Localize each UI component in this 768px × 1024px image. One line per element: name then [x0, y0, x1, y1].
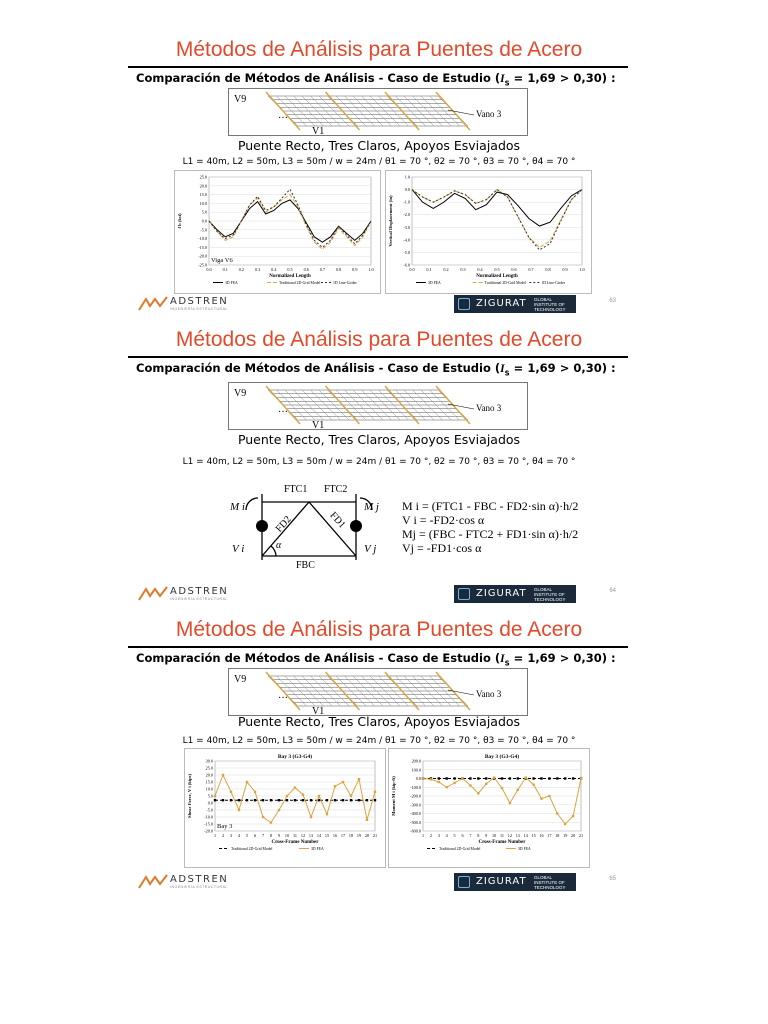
adstren-logo: ADSTREN — [170, 296, 229, 307]
vi-label: V i — [232, 543, 245, 555]
legend-label: 1D Line-Girder — [541, 281, 566, 285]
chart-annotation: Viga V6 — [211, 257, 233, 264]
data-point — [509, 802, 511, 804]
y-tick-label: -100.0 — [410, 784, 421, 790]
data-point — [302, 799, 304, 801]
data-point — [525, 776, 527, 778]
zigurat-mark-icon — [458, 298, 470, 310]
legend-label: Traditional 2D-Grid Model — [484, 281, 527, 285]
adstren-logo-icon — [138, 296, 168, 312]
data-point — [469, 777, 471, 779]
x-tick-label: 0.3 — [254, 267, 261, 272]
data-point — [342, 781, 344, 783]
data-point — [278, 799, 280, 801]
x-tick-label: 21 — [578, 833, 584, 838]
equation-mj: Mj = (FBC - FTC2 + FD1·sin α)·h/2 — [402, 527, 579, 541]
data-point — [540, 797, 542, 799]
x-tick-label: 17 — [547, 833, 552, 838]
legend-label: 3D FEA — [518, 847, 531, 851]
x-tick-label: 19 — [356, 833, 362, 838]
y-tick-label: 200.0 — [411, 758, 421, 764]
data-point — [446, 777, 448, 779]
data-point — [310, 816, 312, 818]
data-point — [334, 785, 336, 787]
title-rule — [128, 646, 628, 648]
page-number: 65 — [609, 876, 616, 882]
x-tick-label: 10 — [492, 833, 497, 838]
chart-panel-moment — [388, 748, 590, 868]
span-label: Vano 3 — [476, 403, 502, 413]
ftc2-label: FTC2 — [324, 484, 348, 495]
bridge-params: L1 = 40m, L2 = 50m, L3 = 50m / w = 24m / θ1 = 70 °, θ2 = 70 °, θ3 = 70 °, θ4 = 70 ° — [182, 457, 576, 467]
displacement-chart — [386, 171, 591, 293]
cross-frame-diagram — [224, 480, 394, 570]
girder-dots: … — [278, 110, 288, 121]
zigurat-mark-icon — [458, 588, 470, 600]
y-tick-label: 15.0 — [205, 779, 213, 785]
x-tick-label: 2 — [429, 833, 432, 838]
x-tick-label: 0.9 — [352, 267, 358, 272]
chart-annotation: Bay 3 — [217, 823, 233, 830]
data-point — [438, 781, 440, 783]
data-point — [556, 777, 558, 779]
bridge-caption: Puente Recto, Tres Claros, Apoyos Esviajados — [237, 432, 521, 447]
x-tick-label: 21 — [372, 833, 378, 838]
x-axis-label: Normalized Length — [269, 274, 311, 279]
data-point — [302, 793, 304, 795]
x-tick-label: 10 — [284, 833, 290, 838]
data-point — [222, 774, 224, 776]
x-tick-label: 19 — [563, 833, 568, 838]
y-tick-label: -3.0 — [403, 224, 410, 230]
y-tick-label: 0.0 — [415, 776, 421, 781]
x-tick-label: 0.1 — [222, 267, 228, 272]
x-tick-label: 11 — [292, 833, 298, 838]
x-tick-label: 14 — [316, 833, 322, 838]
slide-subtitle: Comparación de Métodos de Análisis - Caso de Estudio $(I_S = 1,69 > 0,30)$ : — [136, 651, 616, 668]
x-tick-label: 15 — [531, 833, 536, 838]
slide-64 — [124, 320, 634, 610]
girder-label-v1: V1 — [312, 126, 325, 136]
data-point — [438, 777, 440, 779]
adstren-tagline: INGENIERÍA ESTRUCTURAL — [170, 307, 228, 311]
y-axis-label: Vertical Displacement (in) — [388, 195, 393, 247]
data-point — [326, 813, 328, 815]
data-point — [461, 777, 463, 779]
y-tick-label: -20.0 — [198, 253, 207, 259]
y-tick-label: 1.0 — [404, 174, 410, 180]
data-point — [294, 799, 296, 801]
vj-label: V j — [364, 543, 377, 555]
bridge-plan — [228, 382, 528, 430]
bridge-params: L1 = 40m, L2 = 50m, L3 = 50m / w = 24m / θ1 = 70 °, θ2 = 70 °, θ3 = 70 °, θ4 = 70 ° — [182, 736, 576, 746]
slide-subtitle: Comparación de Métodos de Análisis - Caso de Estudio $(I_S = 1,69 > 0,30)$ : — [136, 71, 616, 88]
alpha-label: α — [276, 540, 282, 551]
equation-vi: V i = -FD2·cos α — [402, 513, 485, 527]
chart-panel-stress — [174, 170, 381, 294]
mi-label: M i — [230, 501, 245, 513]
bridge-plan — [228, 88, 528, 136]
data-point — [238, 799, 240, 801]
data-point — [286, 799, 288, 801]
x-tick-label: 5 — [453, 833, 456, 838]
data-point — [342, 799, 344, 801]
page-number: 64 — [609, 588, 616, 594]
x-tick-label: 0.7 — [319, 267, 326, 272]
data-point — [230, 799, 232, 801]
data-point — [214, 795, 216, 797]
data-point — [532, 783, 534, 785]
data-point — [485, 783, 487, 785]
y-tick-label: 10.0 — [205, 786, 213, 792]
moment-chart — [389, 749, 589, 867]
x-tick-label: 0.2 — [443, 267, 449, 272]
data-point — [572, 777, 574, 779]
chart-panel-displacement — [385, 170, 592, 294]
x-tick-label: 0.6 — [303, 267, 309, 272]
span-label: Vano 3 — [476, 689, 502, 699]
data-point — [477, 777, 479, 779]
x-tick-label: 18 — [348, 833, 354, 838]
x-tick-label: 20 — [571, 833, 576, 838]
data-point — [294, 786, 296, 788]
y-tick-label: -300.0 — [410, 802, 421, 808]
x-tick-label: 0.6 — [511, 267, 517, 272]
fd1-label: FD1 — [327, 510, 348, 531]
data-point — [366, 799, 368, 801]
x-tick-label: 0.8 — [335, 267, 342, 272]
data-point — [453, 782, 455, 784]
girder-dots: … — [278, 690, 288, 701]
x-tick-label: 1 — [213, 833, 217, 838]
y-tick-label: -25.0 — [198, 262, 207, 268]
y-tick-label: -4.0 — [403, 237, 410, 243]
x-tick-label: 14 — [523, 833, 528, 838]
data-point — [430, 778, 432, 780]
x-tick-label: 13 — [515, 833, 520, 838]
data-point — [548, 777, 550, 779]
x-tick-label: 4 — [237, 833, 241, 838]
legend-label: Traditional 2D-Grid Model — [439, 847, 481, 851]
data-point — [270, 821, 272, 823]
slide-title: Métodos de Análisis para Puentes de Acero — [175, 618, 583, 641]
x-tick-label: 7 — [261, 833, 265, 838]
y-axis-label: f b (ksi) — [177, 213, 182, 229]
data-point — [572, 815, 574, 817]
data-point — [310, 799, 312, 801]
equation-vj: Vj = -FD1·cos α — [402, 541, 482, 555]
y-tick-label: -400.0 — [410, 811, 421, 816]
data-point — [374, 791, 376, 793]
data-point — [485, 777, 487, 779]
data-point — [262, 816, 264, 818]
data-point — [326, 799, 328, 801]
x-tick-label: 0.0 — [409, 267, 415, 272]
data-point — [246, 781, 248, 783]
slide-title: Métodos de Análisis para Puentes de Acero — [175, 328, 583, 351]
slide-footer — [124, 871, 634, 893]
x-tick-label: 0.4 — [477, 267, 483, 272]
zigurat-logo: ZIGURAT GLOBAL INSTITUTE OF TECHNOLOGY — [454, 585, 576, 603]
x-tick-label: 15 — [324, 833, 330, 838]
data-point — [509, 777, 511, 779]
y-tick-label: -1.0 — [403, 199, 410, 205]
x-tick-label: 0.2 — [238, 267, 245, 272]
ftc1-label: FTC1 — [284, 484, 308, 495]
data-point — [350, 795, 352, 797]
slide-63 — [124, 30, 634, 320]
y-tick-label: 15.0 — [199, 192, 207, 198]
y-tick-label: -15.0 — [198, 244, 207, 250]
data-point — [270, 799, 272, 801]
data-point — [422, 777, 424, 779]
legend-label: 3D FEA — [428, 281, 441, 285]
slide-subtitle: Comparación de Métodos de Análisis - Caso de Estudio $(I_S = 1,69 > 0,30)$ : — [136, 361, 616, 378]
data-point — [214, 799, 216, 801]
x-tick-label: 1 — [421, 833, 425, 838]
x-tick-label: 20 — [364, 833, 370, 838]
data-point — [366, 819, 368, 821]
bridge-caption: Puente Recto, Tres Claros, Apoyos Esviajados — [237, 138, 521, 153]
y-tick-label: 20.0 — [205, 772, 213, 778]
girder-label-v9: V9 — [234, 388, 247, 399]
data-point — [493, 776, 495, 778]
y-tick-label: -5.0 — [403, 249, 410, 255]
chart-panel-shear — [184, 748, 386, 868]
x-tick-label: 6 — [253, 833, 257, 838]
legend-label: 3D FEA — [311, 847, 324, 851]
data-point — [230, 791, 232, 793]
data-point — [564, 823, 566, 825]
x-tick-label: 0.1 — [426, 267, 432, 272]
data-point — [278, 809, 280, 811]
data-point — [501, 777, 503, 779]
data-point — [540, 777, 542, 779]
adstren-logo-icon — [138, 874, 168, 890]
span-label: Vano 3 — [476, 109, 502, 119]
x-tick-label: 4 — [445, 833, 448, 838]
x-tick-label: 0.0 — [206, 267, 212, 272]
x-axis-label: Normalized Length — [476, 274, 518, 279]
y-tick-label: 25.0 — [199, 174, 207, 180]
y-tick-label: -10.0 — [204, 814, 213, 820]
x-tick-label: 12 — [507, 833, 512, 838]
legend-label: Traditional 2D-Grid Model — [231, 847, 273, 851]
zigurat-mark-icon — [458, 876, 470, 888]
y-tick-label: -10.0 — [198, 236, 207, 242]
y-axis-label: Moment M i (kip-ft) — [391, 776, 396, 816]
y-tick-label: 10.0 — [199, 200, 207, 206]
y-tick-label: -5.0 — [200, 227, 207, 233]
legend-label: Traditional 2D-Grid Model — [279, 281, 321, 285]
mj-label: M j — [364, 501, 379, 513]
y-tick-label: 5.0 — [207, 793, 213, 799]
x-tick-label: 18 — [555, 833, 560, 838]
y-axis-label: Shear Force, V i (kips) — [187, 774, 192, 818]
y-tick-label: -5.0 — [206, 807, 213, 813]
slide-title: Métodos de Análisis para Puentes de Acero — [175, 38, 583, 61]
x-tick-label: 1.0 — [579, 267, 585, 272]
y-tick-label: 30.0 — [205, 758, 213, 764]
adstren-tagline: INGENIERÍA ESTRUCTURAL — [170, 885, 228, 889]
x-tick-label: 11 — [499, 833, 505, 838]
x-tick-label: 2 — [221, 833, 225, 838]
adstren-logo: ADSTREN — [170, 874, 229, 885]
adstren-logo: ADSTREN — [170, 586, 229, 597]
x-tick-label: 0.5 — [494, 267, 500, 272]
data-point — [453, 777, 455, 779]
y-tick-label: 0.0 — [404, 187, 410, 193]
data-point — [580, 777, 582, 779]
x-tick-label: 8 — [269, 833, 273, 838]
data-point — [532, 777, 534, 779]
chart-title: Bay 3 (G3-G4) — [484, 754, 520, 760]
x-tick-label: 0.9 — [562, 267, 568, 272]
girder-dots: … — [278, 404, 288, 415]
bridge-plan — [228, 668, 528, 716]
y-tick-label: -15.0 — [204, 821, 213, 827]
slide-65 — [124, 610, 634, 900]
page-number: 63 — [609, 298, 616, 304]
y-tick-label: -2.0 — [403, 212, 410, 218]
x-tick-label: 0.8 — [545, 267, 551, 272]
y-tick-label: 0.0 — [207, 800, 213, 806]
data-point — [556, 812, 558, 814]
chart-title: Bay 3 (G3-G4) — [277, 754, 313, 760]
x-axis-label: Cross-Frame Number — [478, 840, 526, 845]
shear-chart — [185, 749, 385, 867]
x-tick-label: 16 — [539, 833, 544, 838]
x-tick-label: 0.7 — [528, 267, 534, 272]
bridge-caption: Puente Recto, Tres Claros, Apoyos Esviajados — [237, 714, 521, 729]
bridge-params: L1 = 40m, L2 = 50m, L3 = 50m / w = 24m / θ1 = 70 °, θ2 = 70 °, θ3 = 70 °, θ4 = 70 ° — [182, 157, 576, 167]
data-point — [477, 792, 479, 794]
data-point — [334, 799, 336, 801]
data-point — [446, 786, 448, 788]
slide-footer — [124, 583, 634, 605]
y-tick-label: -200.0 — [410, 793, 421, 799]
data-point — [548, 795, 550, 797]
y-tick-label: 5.0 — [201, 209, 207, 215]
data-point — [318, 795, 320, 797]
title-rule — [128, 66, 628, 68]
y-tick-label: -600.0 — [410, 828, 421, 834]
data-point — [358, 778, 360, 780]
x-tick-label: 9 — [485, 833, 488, 838]
data-point — [564, 777, 566, 779]
y-tick-label: 100.0 — [411, 767, 421, 773]
x-tick-label: 16 — [332, 833, 338, 838]
equation-mi: M i = (FTC1 - FBC - FD2·sin α)·h/2 — [402, 499, 579, 513]
stress-chart — [175, 171, 380, 293]
y-tick-label: 25.0 — [205, 765, 213, 771]
adstren-logo-icon — [138, 586, 168, 602]
title-rule — [128, 356, 628, 358]
data-point — [254, 791, 256, 793]
data-point — [222, 799, 224, 801]
data-point — [469, 784, 471, 786]
x-tick-label: 8 — [477, 833, 480, 838]
x-tick-label: 13 — [308, 833, 314, 838]
x-tick-label: 5 — [245, 833, 249, 838]
data-point — [246, 799, 248, 801]
y-tick-label: -6.0 — [403, 262, 410, 268]
x-tick-label: 17 — [340, 833, 346, 838]
slide-footer — [124, 293, 634, 315]
x-tick-label: 7 — [469, 833, 472, 838]
girder-label-v9: V9 — [234, 674, 247, 685]
data-point — [238, 809, 240, 811]
y-tick-label: -20.0 — [204, 828, 213, 834]
data-point — [358, 799, 360, 801]
y-tick-label: 0.0 — [201, 218, 207, 224]
adstren-tagline: INGENIERÍA ESTRUCTURAL — [170, 597, 228, 601]
data-point — [262, 799, 264, 801]
x-tick-label: 6 — [461, 833, 464, 838]
x-axis-label: Cross-Frame Number — [271, 840, 319, 845]
fbc-label: FBC — [296, 560, 315, 570]
x-tick-label: 0.5 — [287, 267, 293, 272]
girder-label-v9: V9 — [234, 94, 247, 105]
data-point — [501, 787, 503, 789]
y-tick-label: 20.0 — [199, 183, 207, 189]
legend-label: 1D Line-Girder — [333, 281, 357, 285]
girder-label-v1: V1 — [312, 420, 325, 430]
x-tick-label: 3 — [229, 833, 233, 838]
data-point — [517, 789, 519, 791]
fd2-label: FD2 — [273, 514, 294, 535]
x-tick-label: 0.4 — [271, 267, 277, 272]
data-point — [517, 777, 519, 779]
x-tick-label: 1.0 — [368, 267, 374, 272]
data-point — [350, 799, 352, 801]
x-tick-label: 3 — [437, 833, 440, 838]
data-point — [374, 799, 376, 801]
x-tick-label: 12 — [300, 833, 306, 838]
data-point — [286, 795, 288, 797]
data-point — [254, 799, 256, 801]
legend-label: 3D FEA — [225, 281, 238, 285]
girder-label-v1: V1 — [312, 706, 325, 716]
zigurat-logo: ZIGURAT GLOBAL INSTITUTE OF TECHNOLOGY — [454, 873, 576, 891]
x-tick-label: 9 — [277, 833, 281, 838]
x-tick-label: 0.3 — [460, 267, 466, 272]
zigurat-logo: ZIGURAT GLOBAL INSTITUTE OF TECHNOLOGY — [454, 295, 576, 313]
y-tick-label: -500.0 — [410, 819, 421, 825]
